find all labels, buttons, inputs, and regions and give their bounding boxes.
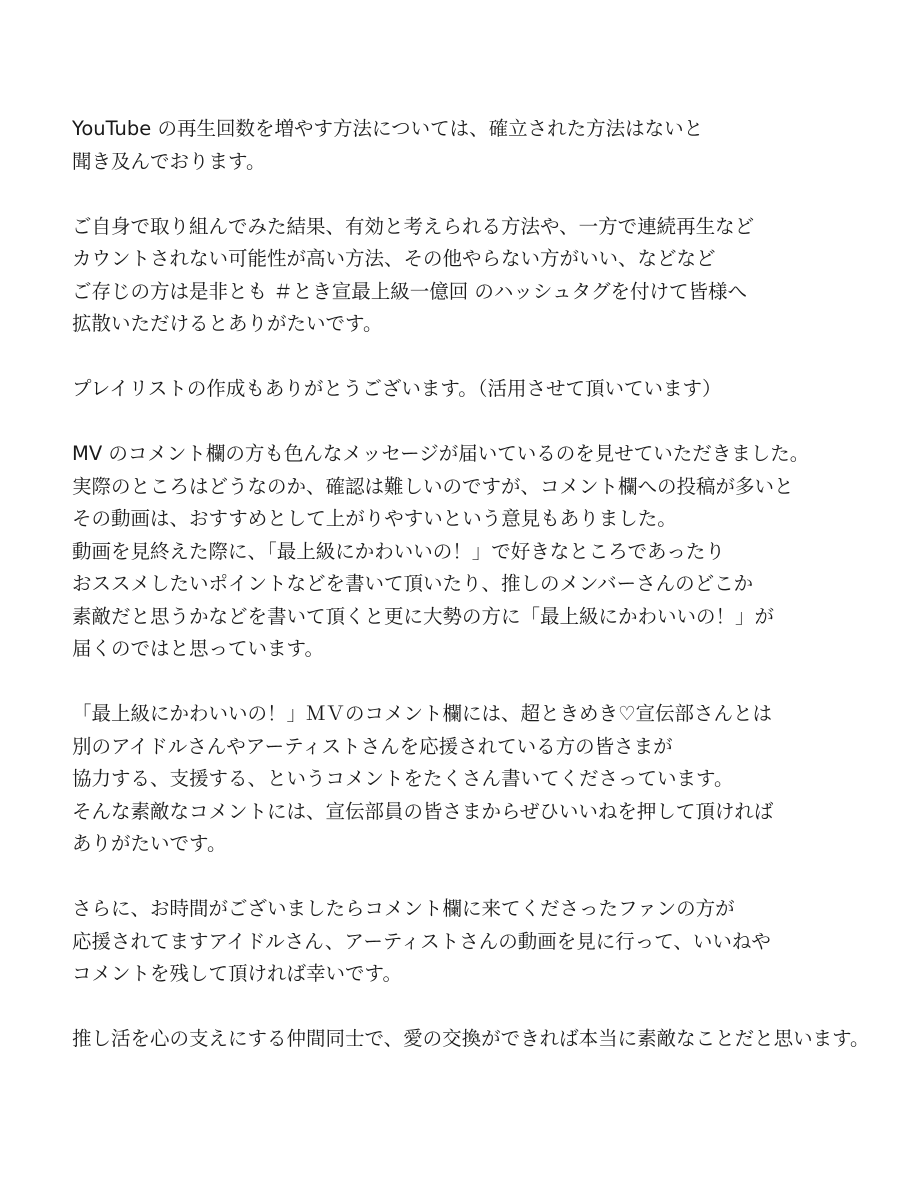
- paragraph-closing: [72, 1023, 888, 1056]
- text-line: YouTube の再生回数を増やす方法については、確立された方法はないと: [72, 117, 704, 140]
- text-line: 応援されてますアイドルさん、アーティストさんの動画を見に行って、いいねや: [72, 929, 771, 953]
- text-line: コメントを残して頂ければ幸いです。: [72, 962, 402, 985]
- text-line: カウントされない可能性が高い方法、その他やらない方がいい、などなど: [72, 247, 716, 270]
- text-line: ご自身で取り組んでみた結果、有効と考えられる方法や、一方で連続再生など: [72, 214, 755, 238]
- text-line: 動画を見終えた際に、「最上級にかわいいの！」で好きなところであったり: [72, 539, 725, 563]
- text-line: 実際のところはどうなのか、確認は難しいのですが、コメント欄への投稿が多いと: [72, 474, 794, 498]
- text-line: 素敵だと思うかなどを書いて頂くと更に大勢の方に「最上級にかわいいの！」が: [72, 604, 775, 628]
- text-line: 協力する、支援する、というコメントをたくさん書いてくださっています。: [72, 767, 734, 790]
- text-line: プレイリストの作成もありがとうございます。（活用させて頂いています）: [72, 377, 722, 400]
- paragraph-visit-other-artists: [72, 893, 888, 991]
- statement-document: [72, 113, 888, 1088]
- text-line: 聞き及んでおります。: [72, 149, 266, 173]
- text-line: 「最上級にかわいいの！」ＭＶのコメント欄には、超ときめき♡宣伝部さんとは: [72, 702, 772, 725]
- text-line: 届くのではと思っています。: [72, 637, 324, 660]
- paragraph-methods-request: [72, 211, 888, 341]
- text-line: 推し活を心の支えにする仲間同士で、愛の交換ができれば本当に素敵なことだと思います。: [72, 1027, 870, 1050]
- paragraph-youtube-views: [72, 113, 888, 178]
- text-line: 別のアイドルさんやアーティストさんを応援されている方の皆さまが: [72, 734, 673, 758]
- text-line: そんな素敵なコメントには、宣伝部員の皆さまからぜひいいねを押して頂ければ: [72, 799, 774, 823]
- paragraph-playlist-thanks: [72, 373, 888, 406]
- text-line: ご存じの方は是非とも ＃とき宣最上級一億回 のハッシュタグを付けて皆様へ: [72, 279, 748, 303]
- text-line: おススメしたいポイントなどを書いて頂いたり、推しのメンバーさんのどこか: [72, 572, 754, 595]
- paragraph-mv-comments: [72, 438, 888, 666]
- text-line: その動画は、おすすめとして上がりやすいという意見もありました。: [72, 507, 677, 530]
- text-line: 拡散いただけるとありがたいです。: [72, 312, 383, 335]
- text-line: ありがたいです。: [72, 832, 227, 855]
- text-line: MV のコメント欄の方も色んなメッセージが届いているのを見せていただきました。: [72, 442, 810, 465]
- text-line: さらに、お時間がございましたらコメント欄に来てくださったファンの方が: [72, 897, 735, 920]
- paragraph-supporters-comments: [72, 698, 888, 861]
